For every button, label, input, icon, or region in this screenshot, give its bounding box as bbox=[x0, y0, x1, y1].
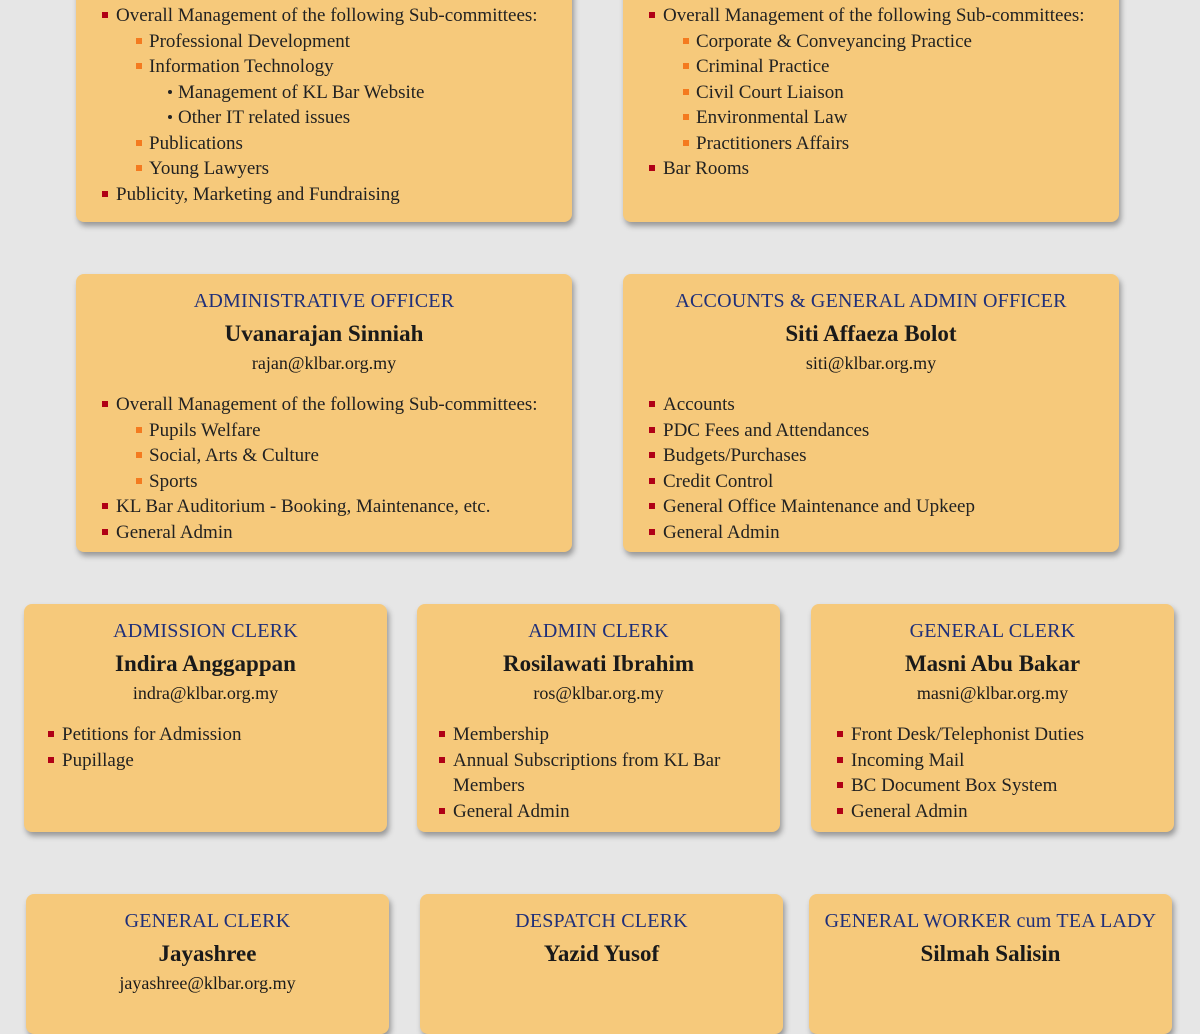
duty-item bbox=[48, 748, 387, 774]
sub-duty-item bbox=[136, 469, 572, 495]
staff-name: Jayashree bbox=[158, 941, 257, 966]
sub-duty-item bbox=[683, 131, 1119, 157]
duty-list bbox=[439, 722, 739, 824]
staff-card-admission-clerk bbox=[24, 604, 387, 832]
staff-name: Rosilawati Ibrahim bbox=[502, 651, 695, 676]
staff-name: Uvanarajan Sinniah bbox=[224, 321, 424, 346]
duty-item bbox=[48, 722, 387, 748]
duty-text: Pupils Welfare bbox=[149, 419, 261, 441]
duty-item bbox=[649, 494, 1119, 520]
staff-email[interactable]: rajan@klbar.org.my bbox=[251, 353, 397, 373]
duty-text: PDC Fees and Attendances bbox=[663, 419, 870, 441]
sub-duty-item bbox=[136, 54, 572, 131]
duty-item bbox=[837, 799, 1174, 825]
duty-item bbox=[837, 773, 1174, 799]
sub-duty-item bbox=[683, 29, 1119, 55]
sub-duty-item bbox=[683, 105, 1119, 131]
staff-email[interactable]: ros@klbar.org.my bbox=[533, 683, 664, 703]
duty-item bbox=[649, 443, 1119, 469]
duty-text: Sports bbox=[149, 470, 198, 492]
staff-name: Silmah Salisin bbox=[920, 941, 1061, 966]
duty-list bbox=[837, 722, 1174, 824]
duty-text: Pupillage bbox=[62, 749, 134, 771]
staff-card-general-clerk-2 bbox=[26, 894, 389, 1034]
duty-text: Front Desk/Telephonist Duties bbox=[851, 724, 1084, 745]
staff-card-admin-clerk bbox=[417, 604, 780, 832]
duty-text: Corporate & Conveyancing Practice bbox=[696, 30, 972, 52]
staff-card-accounts-officer bbox=[623, 274, 1119, 552]
staff-card-administrative-officer bbox=[76, 274, 572, 552]
duty-text: General Office Maintenance and Upkeep bbox=[663, 496, 975, 517]
duty-text: Civil Court Liaison bbox=[696, 81, 844, 103]
duty-text: Social, Arts & Culture bbox=[149, 445, 319, 466]
duty-item bbox=[649, 3, 1119, 156]
position-title: GENERAL WORKER cum TEA LADY bbox=[824, 910, 1157, 932]
duty-item bbox=[649, 156, 1119, 182]
position-title: ACCOUNTS & GENERAL ADMIN OFFICER bbox=[675, 290, 1067, 312]
staff-email[interactable]: masni@klbar.org.my bbox=[916, 683, 1069, 703]
staff-name: Yazid Yusof bbox=[543, 941, 660, 966]
sub-sub-duty-item bbox=[166, 80, 572, 106]
duty-text: Management of KL Bar Website bbox=[178, 81, 425, 103]
duty-text: BC Document Box System bbox=[851, 775, 1058, 796]
duty-list bbox=[102, 392, 572, 545]
duty-text: Overall Management of the following Sub-committees: bbox=[663, 5, 1085, 26]
duty-list bbox=[649, 392, 1119, 545]
sub-duty-item bbox=[136, 29, 572, 55]
duty-text: Young Lawyers bbox=[149, 158, 269, 179]
staff-email[interactable]: indra@klbar.org.my bbox=[132, 683, 279, 703]
staff-card-despatch-clerk bbox=[420, 894, 783, 1034]
duty-item bbox=[649, 392, 1119, 418]
duty-list bbox=[102, 3, 572, 207]
duty-text: Credit Control bbox=[663, 470, 774, 492]
duty-text: Publicity, Marketing and Fundraising bbox=[116, 183, 400, 205]
duty-text: Overall Management of the following Sub-committees: bbox=[116, 394, 538, 415]
position-title: ADMINISTRATIVE OFFICER bbox=[193, 290, 455, 312]
staff-card-top-right bbox=[623, 0, 1119, 222]
sub-duty-item bbox=[683, 54, 1119, 80]
position-title: GENERAL CLERK bbox=[124, 910, 291, 932]
duty-text: Incoming Mail bbox=[851, 749, 965, 771]
duty-text: Criminal Practice bbox=[696, 56, 830, 77]
duty-text: Accounts bbox=[663, 394, 735, 415]
sub-duty-list bbox=[683, 29, 1119, 157]
staff-card-general-worker bbox=[809, 894, 1172, 1034]
sub-duty-item bbox=[136, 443, 572, 469]
position-title: ADMISSION CLERK bbox=[113, 620, 298, 642]
duty-text: Professional Development bbox=[149, 30, 351, 52]
sub-duty-item bbox=[136, 131, 572, 157]
staff-email[interactable]: siti@klbar.org.my bbox=[805, 353, 937, 373]
duty-text: General Admin bbox=[453, 800, 570, 822]
position-title: GENERAL CLERK bbox=[909, 620, 1076, 642]
duty-item bbox=[649, 469, 1119, 495]
duty-text: KL Bar Auditorium - Booking, Maintenance, etc. bbox=[116, 496, 491, 517]
duty-text: General Admin bbox=[851, 800, 968, 822]
duty-text: Practitioners Affairs bbox=[696, 132, 850, 154]
duty-list bbox=[649, 3, 1119, 182]
position-title: DESPATCH CLERK bbox=[515, 910, 688, 932]
duty-text: General Admin bbox=[663, 521, 780, 543]
duty-text: Bar Rooms bbox=[663, 158, 750, 179]
duty-item bbox=[649, 418, 1119, 444]
duty-text: Overall Management of the following Sub-committees: bbox=[116, 5, 538, 26]
sub-sub-duty-item bbox=[166, 105, 572, 131]
duty-text: General Admin bbox=[116, 521, 233, 543]
duty-text: Environmental Law bbox=[696, 107, 848, 128]
position-title: ADMIN CLERK bbox=[528, 620, 669, 642]
staff-card-general-clerk bbox=[811, 604, 1174, 832]
sub-duty-list bbox=[166, 80, 572, 131]
sub-duty-list bbox=[136, 29, 572, 182]
sub-duty-list bbox=[136, 418, 572, 495]
duty-list bbox=[48, 722, 387, 773]
duty-item bbox=[439, 722, 739, 748]
staff-name: Masni Abu Bakar bbox=[904, 651, 1081, 676]
duty-text: Membership bbox=[453, 724, 550, 745]
duty-item bbox=[102, 494, 572, 520]
sub-duty-item bbox=[136, 156, 572, 182]
duty-item bbox=[439, 748, 739, 799]
duty-item bbox=[102, 520, 572, 546]
duty-text: Other IT related issues bbox=[178, 107, 351, 128]
staff-email[interactable]: jayashree@klbar.org.my bbox=[119, 973, 296, 993]
staff-card-top-left bbox=[76, 0, 572, 222]
duty-text: Annual Subscriptions from KL Bar Members bbox=[453, 749, 721, 796]
sub-duty-item bbox=[136, 418, 572, 444]
staff-name: Indira Anggappan bbox=[115, 651, 296, 676]
duty-text: Publications bbox=[149, 132, 243, 154]
duty-text: Petitions for Admission bbox=[62, 724, 242, 745]
staff-name: Siti Affaeza Bolot bbox=[785, 321, 957, 346]
duty-text: Information Technology bbox=[149, 56, 334, 77]
duty-item bbox=[837, 722, 1174, 748]
sub-duty-item bbox=[683, 80, 1119, 106]
duty-item bbox=[102, 182, 572, 208]
duty-item bbox=[837, 748, 1174, 774]
duty-item bbox=[102, 3, 572, 182]
duty-text: Budgets/Purchases bbox=[663, 445, 807, 466]
duty-item bbox=[102, 392, 572, 494]
duty-item bbox=[439, 799, 739, 825]
duty-item bbox=[649, 520, 1119, 546]
